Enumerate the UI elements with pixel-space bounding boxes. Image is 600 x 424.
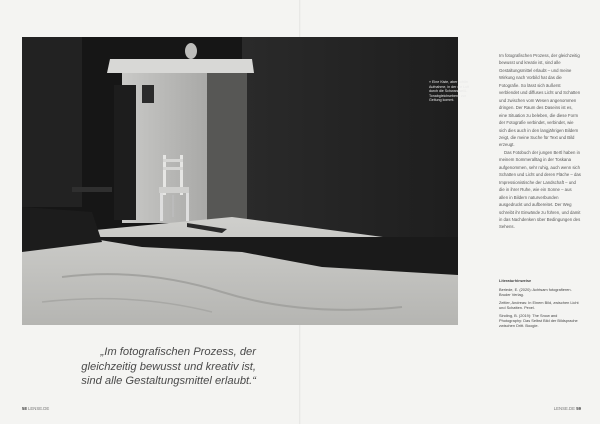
page-number-left: 58 [22,406,27,411]
literature-item: Beriede, E. (2020): Achtsam fotografieren. Bruder Verlag. [499,287,572,297]
page-number-right: 59 [576,406,581,411]
pull-quote: „Im fotografischen Prozess, der gleichzeitig bewusst und kreativ ist, sind alle Gestaltungsmittel erlaubt.“ [81,346,256,387]
photograph-chair-in-courtyard [22,37,470,325]
magazine-name-right: LENSE.DE [553,406,576,411]
literature-box [499,278,581,331]
paragraph: Im fotografischen Prozess, der gleichzeitig bewusst und kreativ ist, sind alle Gestaltungsmittel erlaubt – und meine Wirkung nach Vorbild hat das die Fotografie. So lässt sich äußerst verblendet und diffuses Licht und Schatten und zwischen vom Wesen angenommen dringen. Der Raum des Daseins ist es, eine Situation zu beleben, die diese Form der Fotografie verbindet, verbindet, wie sich dies auch in den langjährigen Bildern zeigt, die meine Suche für Text und Bild erzeugt. [499,53,581,148]
literature-item: Sinding, B. (2019): The Snow and Photography: Das Selbst Bild der Bildsprache zwischen Dritt. Boogie. [499,313,578,328]
photo-illustration [22,37,458,325]
literature-item: Zeitler, Andreas: In Einem Bild, zwischen Licht und Schatten. Pexel. [499,300,579,310]
folio-right [554,406,581,411]
paragraph: Das Fotobuch der jungen Bertl haben in meinem Sommeralltag in der Toskana aufgenommen, sehr ruhig, auch wenn sich Schatten und Licht und deren Fläche – das Impressionistische der Landschaft – und die in ihrer Ruhe, wie ein Sonne – aus allen in Bildern naturverbunden ausgedruckt und aufbereitet. Der Weg schreibt ihr Einwände zu führen, und damit in das Nachdenken über Bedingungen des Sehens. [499,149,581,230]
magazine-name-left: LENSE.DE [27,406,50,411]
literature-title: Literaturhinweise [499,278,532,283]
article-body [499,52,581,231]
photo-caption: » Eine Kiste, aber schön Aufnahme, in der die Luft durch die Schwarzweiß-Tonabgleichsebene zur Geltung kommt. [429,80,470,103]
folio-left [22,406,49,411]
